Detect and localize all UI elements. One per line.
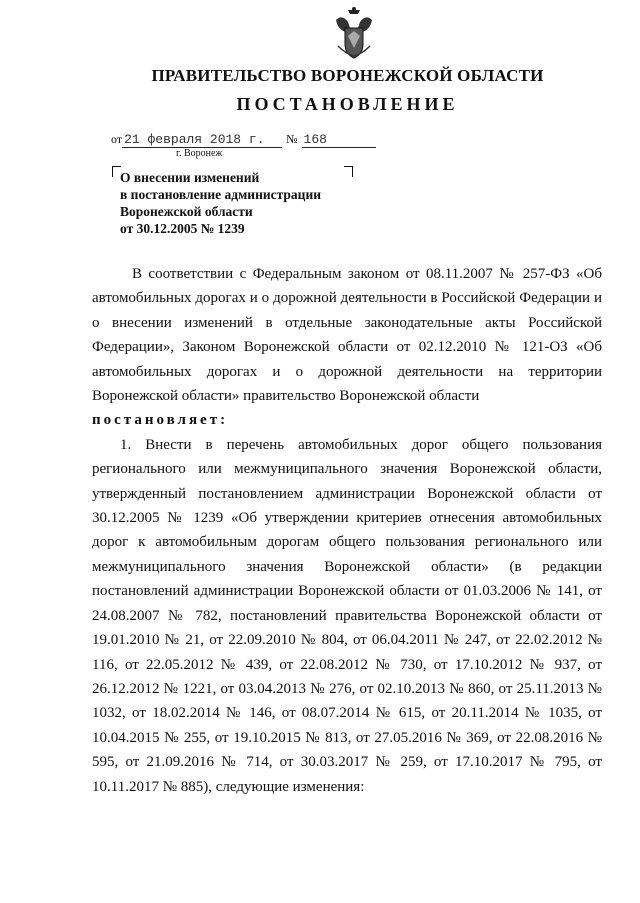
number-sign: № — [286, 132, 298, 146]
registration-line — [111, 132, 376, 148]
coat-of-arms-emblem — [334, 6, 374, 62]
subject-line: О внесении изменений — [120, 170, 260, 185]
coat-of-arms-icon — [334, 6, 374, 62]
resolves-colon: : — [220, 412, 229, 429]
resolves-word: постановляет — [92, 412, 221, 429]
preamble-paragraph: В соответствии с Федеральным законом от 08.11.2007 № 257-ФЗ «Об автомобильных дорогах и о дорожной деятельности в Российской Федерации и о внесении изменений в отдельные законодательные акты Российской Федерации», Законом Воронежской области от 02.12.2010 № 121-ОЗ «Об автомобильных дорогах и о дорожной деятельности на территории Воронежской области» правительство Воронежской области — [92, 266, 602, 405]
subject-block — [120, 169, 360, 237]
organization-title: ПРАВИТЕЛЬСТВО ВОРОНЕЖСКОЙ ОБЛАСТИ — [151, 66, 544, 85]
item-1-paragraph: 1. Внести в перечень автомобильных дорог общего пользования регионального или межмуниципального значения Воронежской области, утвержденный постановлением администрации Воронежской области от 30.12.2005 № 1239 «Об утверждении критериев отнесения автомобильных дорог к автомобильным дорогам общего пользования регионального или межмуниципального значения Воронежской области» (в редакции постановлений администрации Воронежской области от 01.03.2006 № 141, от 24.08.2007 № 782, постановлений правительства Воронежской области от 19.01.2010 № 21, от 22.09.2010 № 804, от 06.04.2011 № 247, от 22.02.2012 № 116, от 22.05.2012 № 439, от 22.08.2012 № 730, от 17.10.2012 № 937, от 26.12.2012 № 1221, от 03.04.2013 № 276, от 02.10.2013 № 860, от 25.11.2013 № 1032, от 18.02.2014 № 146, от 08.07.2014 № 615, от 20.11.2014 № 1035, от 10.04.2015 № 255, от 19.10.2015 № 813, от 27.05.2016 № 369, от 22.08.2016 № 595, от 21.09.2016 № 714, от 30.03.2017 № 259, от 17.10.2017 № 795, от 10.11.2017 № 885), следующие изменения: — [92, 436, 602, 795]
city-label: г. Воронеж — [176, 148, 223, 159]
document-body — [92, 262, 602, 799]
subject-line: в постановление администрации — [120, 187, 322, 202]
subject-line: Воронежской области — [120, 204, 253, 219]
resolves-line — [92, 408, 602, 432]
document-type-title: ПОСТАНОВЛЕНИЕ — [236, 94, 459, 114]
date-value: 21 февраля 2018 г. — [122, 132, 282, 148]
date-prefix: от — [111, 132, 123, 146]
subject-line: от 30.12.2005 № 1239 — [120, 221, 245, 236]
number-value: 168 — [302, 132, 376, 148]
